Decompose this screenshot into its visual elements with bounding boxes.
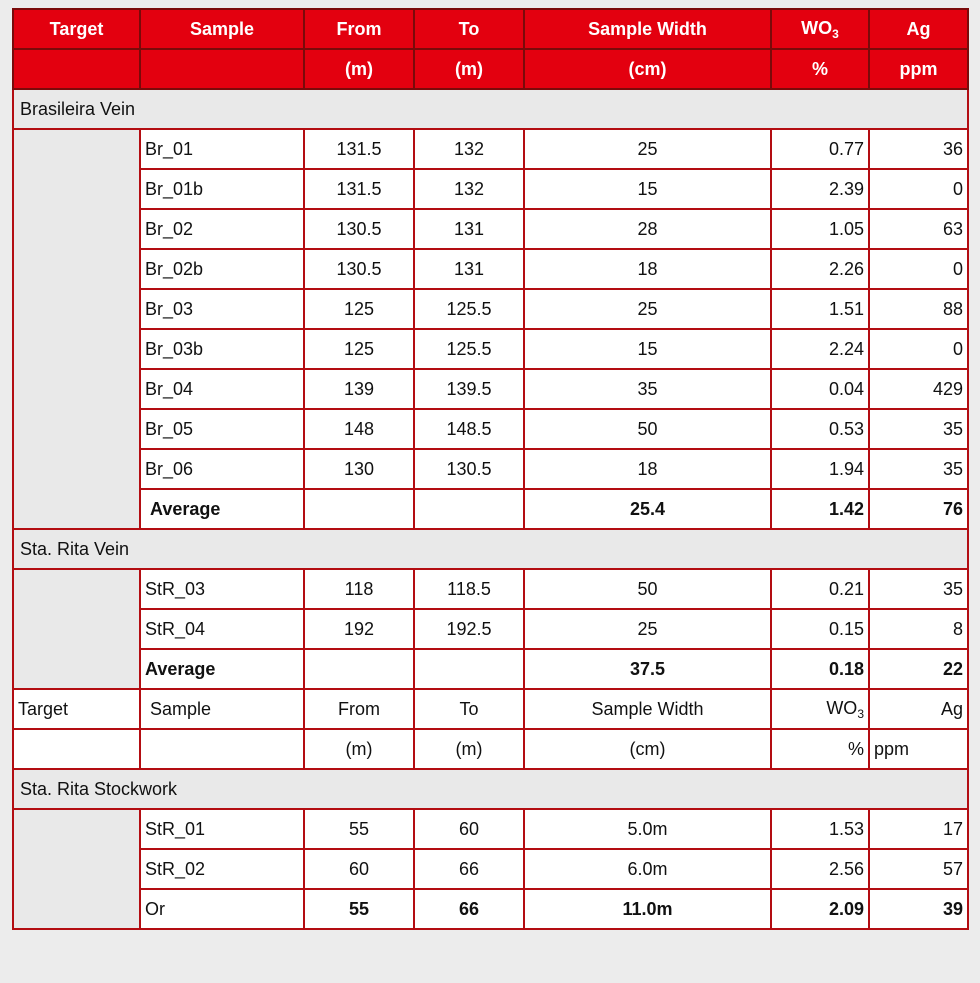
wo3-cell: 2.39 <box>771 169 869 209</box>
table-row <box>13 329 968 369</box>
col-header-sample: Sample <box>140 689 304 729</box>
to-cell: 125.5 <box>414 329 524 369</box>
from-cell: 130.5 <box>304 209 414 249</box>
total-row <box>13 889 968 929</box>
col-header-target: Target <box>13 689 140 729</box>
wo3-cell: 1.42 <box>771 489 869 529</box>
average-row <box>13 649 968 689</box>
unit-from: (m) <box>304 49 414 89</box>
ag-cell: 57 <box>869 849 968 889</box>
section-title: Brasileira Vein <box>13 89 968 129</box>
assay-results-table <box>12 8 969 930</box>
section-title: Sta. Rita Vein <box>13 529 968 569</box>
from-cell: 131.5 <box>304 129 414 169</box>
table-row <box>13 249 968 289</box>
to-cell: 118.5 <box>414 569 524 609</box>
sample-cell: Br_04 <box>140 369 304 409</box>
ag-cell: 35 <box>869 569 968 609</box>
width-cell: 5.0m <box>524 809 771 849</box>
ag-cell: 39 <box>869 889 968 929</box>
unit-ag: ppm <box>869 49 968 89</box>
width-cell: 15 <box>524 169 771 209</box>
from-cell: 139 <box>304 369 414 409</box>
wo3-cell: 0.77 <box>771 129 869 169</box>
sample-cell: Br_01 <box>140 129 304 169</box>
ag-cell: 0 <box>869 169 968 209</box>
from-cell: 130.5 <box>304 249 414 289</box>
sample-cell: StR_02 <box>140 849 304 889</box>
sample-cell: StR_04 <box>140 609 304 649</box>
to-cell: 148.5 <box>414 409 524 449</box>
sample-cell: Br_02 <box>140 209 304 249</box>
unit-sample-width: (cm) <box>524 49 771 89</box>
ag-cell: 35 <box>869 409 968 449</box>
width-cell: 35 <box>524 369 771 409</box>
to-cell: 125.5 <box>414 289 524 329</box>
width-cell: 25 <box>524 129 771 169</box>
to-cell: 139.5 <box>414 369 524 409</box>
to-cell: 132 <box>414 169 524 209</box>
sample-cell: Br_06 <box>140 449 304 489</box>
width-cell: 37.5 <box>524 649 771 689</box>
wo3-cell: 1.53 <box>771 809 869 849</box>
from-cell: 131.5 <box>304 169 414 209</box>
from-cell: 60 <box>304 849 414 889</box>
to-cell: 66 <box>414 849 524 889</box>
wo3-cell: 1.51 <box>771 289 869 329</box>
wo3-cell: 2.26 <box>771 249 869 289</box>
ag-cell: 35 <box>869 449 968 489</box>
secondary-header-row <box>13 689 968 729</box>
sample-cell: Br_03 <box>140 289 304 329</box>
table-row <box>13 129 968 169</box>
width-cell: 25.4 <box>524 489 771 529</box>
col-header-sample-width: Sample Width <box>524 689 771 729</box>
section-row-rita-vein <box>13 529 968 569</box>
section-title: Sta. Rita Stockwork <box>13 769 968 809</box>
average-label: Average <box>140 489 304 529</box>
to-cell: 132 <box>414 129 524 169</box>
ag-cell: 63 <box>869 209 968 249</box>
width-cell: 50 <box>524 409 771 449</box>
ag-cell: 22 <box>869 649 968 689</box>
col-header-from: From <box>304 689 414 729</box>
empty-cell <box>304 649 414 689</box>
total-label: Or <box>140 889 304 929</box>
average-row <box>13 489 968 529</box>
table-row <box>13 169 968 209</box>
width-cell: 11.0m <box>524 889 771 929</box>
table-row <box>13 809 968 849</box>
sample-cell: Br_03b <box>140 329 304 369</box>
table-row <box>13 289 968 329</box>
col-header-wo3: $WO_3$ <box>771 9 869 49</box>
to-cell: 131 <box>414 209 524 249</box>
unit-target <box>13 729 140 769</box>
wo3-cell: 0.15 <box>771 609 869 649</box>
wo3-cell: 2.56 <box>771 849 869 889</box>
wo3-cell: 0.53 <box>771 409 869 449</box>
unit-sample-width: (cm) <box>524 729 771 769</box>
sample-cell: Br_01b <box>140 169 304 209</box>
col-header-to: To <box>414 9 524 49</box>
width-cell: 18 <box>524 449 771 489</box>
average-label: Average <box>140 649 304 689</box>
from-cell: 130 <box>304 449 414 489</box>
unit-from: (m) <box>304 729 414 769</box>
ag-cell: 76 <box>869 489 968 529</box>
target-spacer-cell <box>13 809 140 929</box>
from-cell: 55 <box>304 889 414 929</box>
ag-cell: 88 <box>869 289 968 329</box>
col-header-sample: Sample <box>140 9 304 49</box>
width-cell: 25 <box>524 289 771 329</box>
unit-target <box>13 49 140 89</box>
wo3-cell: 1.94 <box>771 449 869 489</box>
ag-cell: 17 <box>869 809 968 849</box>
sample-cell: StR_01 <box>140 809 304 849</box>
to-cell: 192.5 <box>414 609 524 649</box>
header-row <box>13 9 968 49</box>
col-header-from: From <box>304 9 414 49</box>
unit-wo3: % <box>771 729 869 769</box>
unit-ag: ppm <box>869 729 968 769</box>
units-row <box>13 49 968 89</box>
target-spacer-cell <box>13 129 140 529</box>
from-cell: 55 <box>304 809 414 849</box>
table-row <box>13 369 968 409</box>
unit-wo3: % <box>771 49 869 89</box>
unit-to: (m) <box>414 49 524 89</box>
ag-cell: 429 <box>869 369 968 409</box>
wo3-cell: 1.05 <box>771 209 869 249</box>
table-row <box>13 849 968 889</box>
width-cell: 50 <box>524 569 771 609</box>
table-row <box>13 609 968 649</box>
target-spacer-cell <box>13 569 140 689</box>
width-cell: 6.0m <box>524 849 771 889</box>
ag-cell: 36 <box>869 129 968 169</box>
col-header-to: To <box>414 689 524 729</box>
from-cell: 125 <box>304 289 414 329</box>
unit-sample <box>140 729 304 769</box>
width-cell: 25 <box>524 609 771 649</box>
col-header-target: Target <box>13 9 140 49</box>
width-cell: 15 <box>524 329 771 369</box>
section-row-brasileira <box>13 89 968 129</box>
to-cell: 130.5 <box>414 449 524 489</box>
col-header-ag: Ag <box>869 689 968 729</box>
sample-cell: StR_03 <box>140 569 304 609</box>
table-row <box>13 569 968 609</box>
from-cell: 125 <box>304 329 414 369</box>
to-cell: 60 <box>414 809 524 849</box>
wo3-cell: 0.04 <box>771 369 869 409</box>
col-header-ag: Ag <box>869 9 968 49</box>
col-header-sample-width: Sample Width <box>524 9 771 49</box>
ag-cell: 0 <box>869 249 968 289</box>
secondary-units-row <box>13 729 968 769</box>
table-row <box>13 409 968 449</box>
ag-cell: 0 <box>869 329 968 369</box>
to-cell: 131 <box>414 249 524 289</box>
from-cell: 148 <box>304 409 414 449</box>
from-cell: 118 <box>304 569 414 609</box>
wo3-cell: 2.24 <box>771 329 869 369</box>
width-cell: 28 <box>524 209 771 249</box>
ag-cell: 8 <box>869 609 968 649</box>
from-cell: 192 <box>304 609 414 649</box>
wo3-cell: 0.21 <box>771 569 869 609</box>
table-row <box>13 449 968 489</box>
wo3-cell: 2.09 <box>771 889 869 929</box>
empty-cell <box>414 489 524 529</box>
unit-to: (m) <box>414 729 524 769</box>
sample-cell: Br_05 <box>140 409 304 449</box>
width-cell: 18 <box>524 249 771 289</box>
empty-cell <box>414 649 524 689</box>
empty-cell <box>304 489 414 529</box>
col-header-wo3: $WO_3$ <box>771 689 869 729</box>
sample-cell: Br_02b <box>140 249 304 289</box>
unit-sample <box>140 49 304 89</box>
to-cell: 66 <box>414 889 524 929</box>
wo3-cell: 0.18 <box>771 649 869 689</box>
table-row <box>13 209 968 249</box>
section-row-rita-stockwork <box>13 769 968 809</box>
